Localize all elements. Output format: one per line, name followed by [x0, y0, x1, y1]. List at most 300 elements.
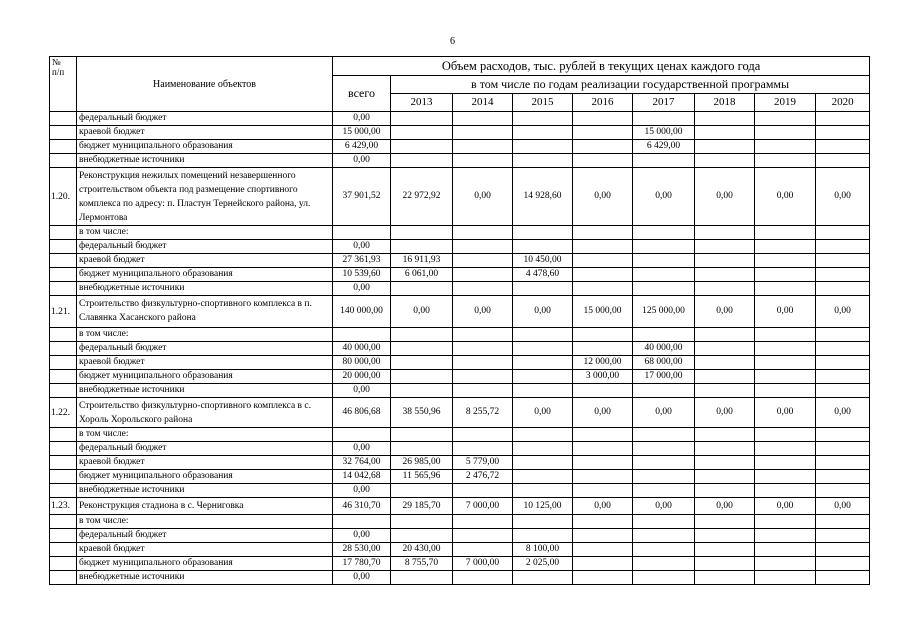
row-value-2016 [573, 254, 633, 268]
header-name: Наименование объектов [77, 57, 333, 112]
row-value-2013 [391, 529, 453, 543]
row-value-2019 [755, 370, 816, 384]
row-value-2014: 0,00 [453, 296, 513, 328]
row-value-2017 [633, 254, 695, 268]
row-value-2020 [816, 370, 870, 384]
row-value-2013 [391, 428, 453, 442]
row-value-2015 [513, 240, 573, 254]
row-value-2017 [633, 240, 695, 254]
table-row [50, 342, 870, 356]
row-number: 1.23. [50, 498, 77, 515]
row-name: Строительство физкультурно-спортивного комплекса в с. Хороль Хорольского района [77, 398, 333, 428]
row-value-2015 [513, 140, 573, 154]
row-value-2018 [695, 571, 755, 585]
row-value-2020: 0,00 [816, 498, 870, 515]
row-value-2020: 0,00 [816, 398, 870, 428]
row-value-2014 [453, 515, 513, 529]
row-name: в том числе: [77, 226, 333, 240]
row-value-2014: 2 476,72 [453, 470, 513, 484]
row-value-2018 [695, 370, 755, 384]
row-number [50, 529, 77, 543]
row-value-2016: 3 000,00 [573, 370, 633, 384]
row-value-2014 [453, 442, 513, 456]
row-value-2016: 15 000,00 [573, 296, 633, 328]
header-year-2015: 2015 [513, 94, 573, 112]
row-value-2017 [633, 557, 695, 571]
row-value-2020 [816, 515, 870, 529]
row-value-2016 [573, 282, 633, 296]
row-value-2017: 0,00 [633, 398, 695, 428]
row-value-2014 [453, 428, 513, 442]
row-number [50, 328, 77, 342]
row-name: бюджет муниципального образования [77, 370, 333, 384]
row-value-2019 [755, 342, 816, 356]
row-value-2013 [391, 384, 453, 398]
row-value-2014 [453, 342, 513, 356]
row-number [50, 126, 77, 140]
row-value-2020 [816, 140, 870, 154]
row-value-2017 [633, 112, 695, 126]
row-value-2020 [816, 470, 870, 484]
row-value-2014 [453, 140, 513, 154]
row-value-2013: 22 972,92 [391, 168, 453, 226]
row-number [50, 140, 77, 154]
row-value-2016 [573, 456, 633, 470]
row-value-2015 [513, 226, 573, 240]
row-value-2013 [391, 126, 453, 140]
row-total [333, 428, 391, 442]
row-number [50, 240, 77, 254]
row-value-2016 [573, 484, 633, 498]
row-value-2013 [391, 240, 453, 254]
row-name: в том числе: [77, 515, 333, 529]
row-value-2015 [513, 456, 573, 470]
row-name: краевой бюджет [77, 356, 333, 370]
row-value-2017: 68 000,00 [633, 356, 695, 370]
row-number [50, 370, 77, 384]
row-name: бюджет муниципального образования [77, 268, 333, 282]
row-value-2014 [453, 384, 513, 398]
table-row [50, 126, 870, 140]
row-value-2020 [816, 442, 870, 456]
row-value-2016 [573, 543, 633, 557]
row-name: краевой бюджет [77, 543, 333, 557]
row-value-2013 [391, 140, 453, 154]
row-value-2020 [816, 112, 870, 126]
row-value-2013: 0,00 [391, 296, 453, 328]
row-total: 46 310,70 [333, 498, 391, 515]
row-value-2017 [633, 442, 695, 456]
row-value-2017: 15 000,00 [633, 126, 695, 140]
row-value-2018 [695, 140, 755, 154]
header-year-2019: 2019 [755, 94, 816, 112]
row-value-2017 [633, 515, 695, 529]
row-name: бюджет муниципального образования [77, 140, 333, 154]
row-value-2016 [573, 470, 633, 484]
row-value-2016: 0,00 [573, 398, 633, 428]
row-value-2017 [633, 484, 695, 498]
row-value-2018 [695, 543, 755, 557]
row-value-2019: 0,00 [755, 398, 816, 428]
row-name: бюджет муниципального образования [77, 557, 333, 571]
row-value-2019: 0,00 [755, 498, 816, 515]
row-number [50, 456, 77, 470]
row-value-2018 [695, 557, 755, 571]
row-value-2019 [755, 112, 816, 126]
table-row [50, 384, 870, 398]
row-value-2018 [695, 384, 755, 398]
row-value-2020 [816, 328, 870, 342]
row-name: бюджет муниципального образования [77, 470, 333, 484]
header-year-2013: 2013 [391, 94, 453, 112]
row-value-2016 [573, 268, 633, 282]
table-row [50, 282, 870, 296]
row-value-2020 [816, 384, 870, 398]
row-value-2013: 38 550,96 [391, 398, 453, 428]
row-value-2014 [453, 529, 513, 543]
row-value-2019 [755, 543, 816, 557]
row-total: 80 000,00 [333, 356, 391, 370]
row-value-2013 [391, 112, 453, 126]
row-value-2020 [816, 342, 870, 356]
row-value-2020: 0,00 [816, 296, 870, 328]
row-name: внебюджетные источники [77, 571, 333, 585]
table-header [50, 57, 870, 112]
row-total: 0,00 [333, 112, 391, 126]
table-row [50, 470, 870, 484]
row-value-2019 [755, 240, 816, 254]
row-value-2018 [695, 328, 755, 342]
row-value-2015: 0,00 [513, 398, 573, 428]
row-value-2016 [573, 240, 633, 254]
row-total [333, 328, 391, 342]
row-value-2013 [391, 342, 453, 356]
row-value-2015 [513, 356, 573, 370]
row-value-2014 [453, 268, 513, 282]
row-name: Реконструкция стадиона в с. Черниговка [77, 498, 333, 515]
row-number: 1.21. [50, 296, 77, 328]
row-number [50, 428, 77, 442]
row-value-2015 [513, 282, 573, 296]
row-value-2016: 0,00 [573, 498, 633, 515]
row-total: 46 806,68 [333, 398, 391, 428]
row-total: 40 000,00 [333, 342, 391, 356]
row-total: 0,00 [333, 442, 391, 456]
row-value-2014: 8 255,72 [453, 398, 513, 428]
row-value-2016 [573, 428, 633, 442]
table-row [50, 529, 870, 543]
row-value-2020 [816, 226, 870, 240]
row-name: федеральный бюджет [77, 240, 333, 254]
row-total: 0,00 [333, 240, 391, 254]
row-number [50, 571, 77, 585]
header-num: № п/п [50, 57, 77, 112]
row-number [50, 226, 77, 240]
row-name: краевой бюджет [77, 126, 333, 140]
header-volume: Объем расходов, тыс. рублей в текущих ценах каждого года [333, 57, 870, 76]
row-number: 1.22. [50, 398, 77, 428]
row-value-2015: 4 478,60 [513, 268, 573, 282]
row-value-2016 [573, 515, 633, 529]
row-value-2019 [755, 356, 816, 370]
row-total [333, 226, 391, 240]
row-number [50, 543, 77, 557]
table-row [50, 543, 870, 557]
row-value-2018 [695, 356, 755, 370]
row-value-2018 [695, 282, 755, 296]
row-value-2020 [816, 543, 870, 557]
row-name: в том числе: [77, 428, 333, 442]
row-value-2017: 125 000,00 [633, 296, 695, 328]
row-value-2020 [816, 268, 870, 282]
row-value-2016 [573, 112, 633, 126]
row-value-2018: 0,00 [695, 296, 755, 328]
row-value-2016: 12 000,00 [573, 356, 633, 370]
row-value-2015: 8 100,00 [513, 543, 573, 557]
row-value-2016 [573, 226, 633, 240]
header-year-2018: 2018 [695, 94, 755, 112]
row-value-2013 [391, 370, 453, 384]
row-value-2015: 10 125,00 [513, 498, 573, 515]
table-row [50, 370, 870, 384]
row-value-2019 [755, 254, 816, 268]
table-row [50, 240, 870, 254]
row-name: внебюджетные источники [77, 154, 333, 168]
row-value-2020 [816, 282, 870, 296]
row-value-2020 [816, 571, 870, 585]
row-value-2015 [513, 112, 573, 126]
row-total: 0,00 [333, 571, 391, 585]
table-row [50, 571, 870, 585]
row-name: внебюджетные источники [77, 384, 333, 398]
row-value-2019 [755, 515, 816, 529]
row-value-2020 [816, 428, 870, 442]
header-year-2016: 2016 [573, 94, 633, 112]
row-total: 10 539,60 [333, 268, 391, 282]
row-value-2018 [695, 529, 755, 543]
row-total [333, 515, 391, 529]
row-value-2019: 0,00 [755, 296, 816, 328]
row-value-2013: 11 565,96 [391, 470, 453, 484]
row-value-2016 [573, 557, 633, 571]
row-total: 0,00 [333, 529, 391, 543]
row-value-2018 [695, 240, 755, 254]
row-value-2018 [695, 226, 755, 240]
table-row [50, 112, 870, 126]
row-value-2015: 0,00 [513, 296, 573, 328]
row-value-2019 [755, 328, 816, 342]
row-value-2018: 0,00 [695, 498, 755, 515]
row-value-2014 [453, 112, 513, 126]
row-value-2014 [453, 282, 513, 296]
row-number [50, 282, 77, 296]
row-value-2014 [453, 154, 513, 168]
row-name: федеральный бюджет [77, 342, 333, 356]
row-value-2013 [391, 328, 453, 342]
row-value-2016 [573, 342, 633, 356]
row-number [50, 384, 77, 398]
row-value-2017 [633, 543, 695, 557]
row-value-2017 [633, 428, 695, 442]
row-value-2018 [695, 342, 755, 356]
table-row [50, 226, 870, 240]
row-value-2020 [816, 240, 870, 254]
row-name: внебюджетные источники [77, 282, 333, 296]
row-value-2018: 0,00 [695, 398, 755, 428]
row-value-2020: 0,00 [816, 168, 870, 226]
row-value-2013 [391, 356, 453, 370]
row-value-2014: 0,00 [453, 168, 513, 226]
table-row [50, 456, 870, 470]
row-value-2013 [391, 484, 453, 498]
table-row [50, 154, 870, 168]
row-value-2015 [513, 529, 573, 543]
row-value-2015: 10 450,00 [513, 254, 573, 268]
row-value-2014 [453, 370, 513, 384]
row-number [50, 442, 77, 456]
row-total: 28 530,00 [333, 543, 391, 557]
row-value-2015 [513, 442, 573, 456]
row-value-2014 [453, 126, 513, 140]
row-value-2017 [633, 470, 695, 484]
row-value-2020 [816, 557, 870, 571]
row-value-2017 [633, 456, 695, 470]
row-value-2018 [695, 154, 755, 168]
table-row-object [50, 398, 870, 428]
table-row-object [50, 498, 870, 515]
row-name: в том числе: [77, 328, 333, 342]
row-value-2013 [391, 571, 453, 585]
header-by-years: в том числе по годам реализации государственной программы [391, 76, 870, 94]
row-total: 20 000,00 [333, 370, 391, 384]
row-number [50, 154, 77, 168]
row-value-2018 [695, 126, 755, 140]
row-value-2014 [453, 254, 513, 268]
row-value-2018 [695, 484, 755, 498]
row-value-2017: 0,00 [633, 168, 695, 226]
row-number [50, 515, 77, 529]
row-number [50, 254, 77, 268]
row-value-2014: 7 000,00 [453, 557, 513, 571]
row-value-2013 [391, 154, 453, 168]
table-row [50, 356, 870, 370]
row-value-2019 [755, 226, 816, 240]
row-value-2018 [695, 254, 755, 268]
page-number: 6 [450, 36, 455, 47]
row-number [50, 557, 77, 571]
row-value-2020 [816, 484, 870, 498]
row-value-2020 [816, 456, 870, 470]
row-value-2019 [755, 484, 816, 498]
row-value-2020 [816, 126, 870, 140]
row-value-2016 [573, 571, 633, 585]
table-row [50, 268, 870, 282]
row-name: федеральный бюджет [77, 442, 333, 456]
row-value-2013 [391, 226, 453, 240]
row-value-2015 [513, 154, 573, 168]
row-value-2015 [513, 571, 573, 585]
row-value-2015 [513, 328, 573, 342]
row-value-2019 [755, 154, 816, 168]
row-value-2013 [391, 442, 453, 456]
row-value-2014 [453, 571, 513, 585]
row-value-2018 [695, 112, 755, 126]
row-value-2018 [695, 456, 755, 470]
row-total: 0,00 [333, 384, 391, 398]
row-total: 27 361,93 [333, 254, 391, 268]
row-name: федеральный бюджет [77, 112, 333, 126]
row-value-2017: 40 000,00 [633, 342, 695, 356]
row-total: 17 780,70 [333, 557, 391, 571]
row-number: 1.20. [50, 168, 77, 226]
row-value-2019 [755, 557, 816, 571]
row-value-2018 [695, 428, 755, 442]
row-value-2016 [573, 154, 633, 168]
row-name: краевой бюджет [77, 456, 333, 470]
row-value-2018 [695, 442, 755, 456]
row-value-2017: 17 000,00 [633, 370, 695, 384]
row-value-2014 [453, 484, 513, 498]
row-value-2013: 16 911,93 [391, 254, 453, 268]
row-value-2017 [633, 154, 695, 168]
row-value-2017 [633, 282, 695, 296]
row-value-2016 [573, 529, 633, 543]
row-number [50, 470, 77, 484]
row-value-2015 [513, 384, 573, 398]
row-value-2019 [755, 456, 816, 470]
row-total: 0,00 [333, 484, 391, 498]
row-value-2017 [633, 529, 695, 543]
row-total: 140 000,00 [333, 296, 391, 328]
row-total: 15 000,00 [333, 126, 391, 140]
row-total: 0,00 [333, 154, 391, 168]
row-value-2016: 0,00 [573, 168, 633, 226]
row-name: Реконструкция нежилых помещений незавершенного строительством объекта под размещение спортивного комплекса по адресу: п. Пластун Тернейского района, ул. Лермонтова [77, 168, 333, 226]
row-total: 6 429,00 [333, 140, 391, 154]
row-number [50, 484, 77, 498]
row-value-2018: 0,00 [695, 168, 755, 226]
row-total: 32 764,00 [333, 456, 391, 470]
row-name: внебюджетные источники [77, 484, 333, 498]
row-value-2019 [755, 384, 816, 398]
row-value-2019 [755, 529, 816, 543]
row-value-2020 [816, 356, 870, 370]
row-value-2017 [633, 268, 695, 282]
row-value-2018 [695, 515, 755, 529]
row-value-2015 [513, 370, 573, 384]
table-row [50, 140, 870, 154]
row-total: 0,00 [333, 282, 391, 296]
table-row-object [50, 296, 870, 328]
row-value-2015 [513, 428, 573, 442]
header-year-2020: 2020 [816, 94, 870, 112]
budget-table [49, 56, 870, 585]
row-value-2016 [573, 126, 633, 140]
row-total: 14 042,68 [333, 470, 391, 484]
table-row [50, 484, 870, 498]
row-value-2017: 6 429,00 [633, 140, 695, 154]
row-value-2015 [513, 342, 573, 356]
row-name: краевой бюджет [77, 254, 333, 268]
row-name: федеральный бюджет [77, 529, 333, 543]
row-value-2019 [755, 442, 816, 456]
row-value-2015: 14 928,60 [513, 168, 573, 226]
table-row [50, 328, 870, 342]
row-value-2017 [633, 328, 695, 342]
row-value-2016 [573, 328, 633, 342]
row-value-2018 [695, 268, 755, 282]
header-year-2014: 2014 [453, 94, 513, 112]
